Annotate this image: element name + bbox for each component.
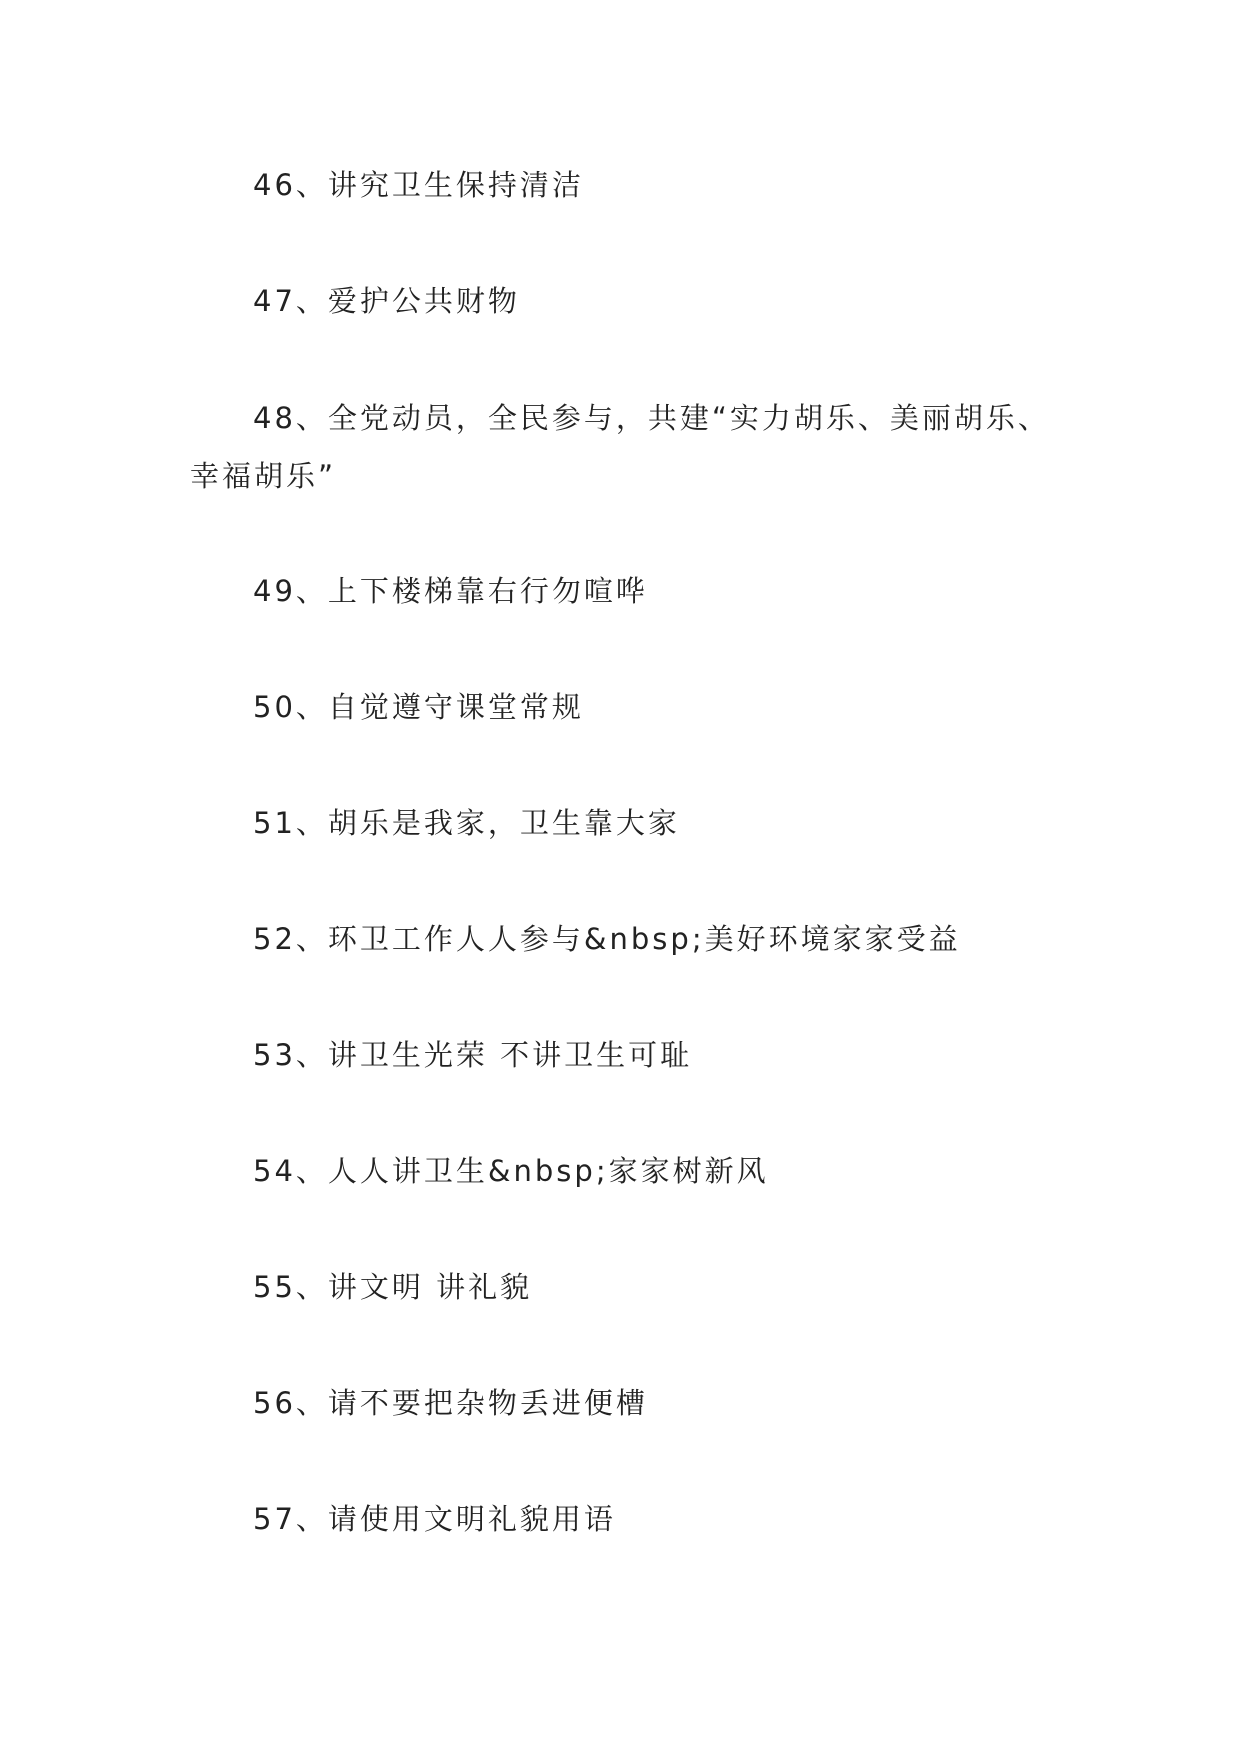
slogan-item-54: 54、人人讲卫生&nbsp;家家树新风 [253, 1154, 769, 1188]
slogan-item-50: 50、自觉遵守课堂常规 [253, 690, 584, 724]
slogan-item-48: 48、全党动员，全民参与，共建“实力胡乐、美丽胡乐、幸福胡乐” [190, 401, 1050, 493]
slogan-item-51: 51、胡乐是我家，卫生靠大家 [253, 806, 680, 840]
slogan-item-56: 56、请不要把杂物丢进便槽 [253, 1386, 648, 1420]
slogan-item-55: 55、讲文明 讲礼貌 [253, 1270, 533, 1304]
slogan-item-47: 47、爱护公共财物 [253, 284, 520, 318]
slogan-item-46: 46、讲究卫生保持清洁 [253, 168, 584, 202]
slogan-item-52: 52、环卫工作人人参与&nbsp;美好环境家家受益 [253, 922, 961, 956]
slogan-item-53: 53、讲卫生光荣 不讲卫生可耻 [253, 1038, 693, 1072]
slogan-item-49: 49、上下楼梯靠右行勿喧哗 [253, 574, 648, 608]
slogan-item-57: 57、请使用文明礼貌用语 [253, 1502, 616, 1536]
